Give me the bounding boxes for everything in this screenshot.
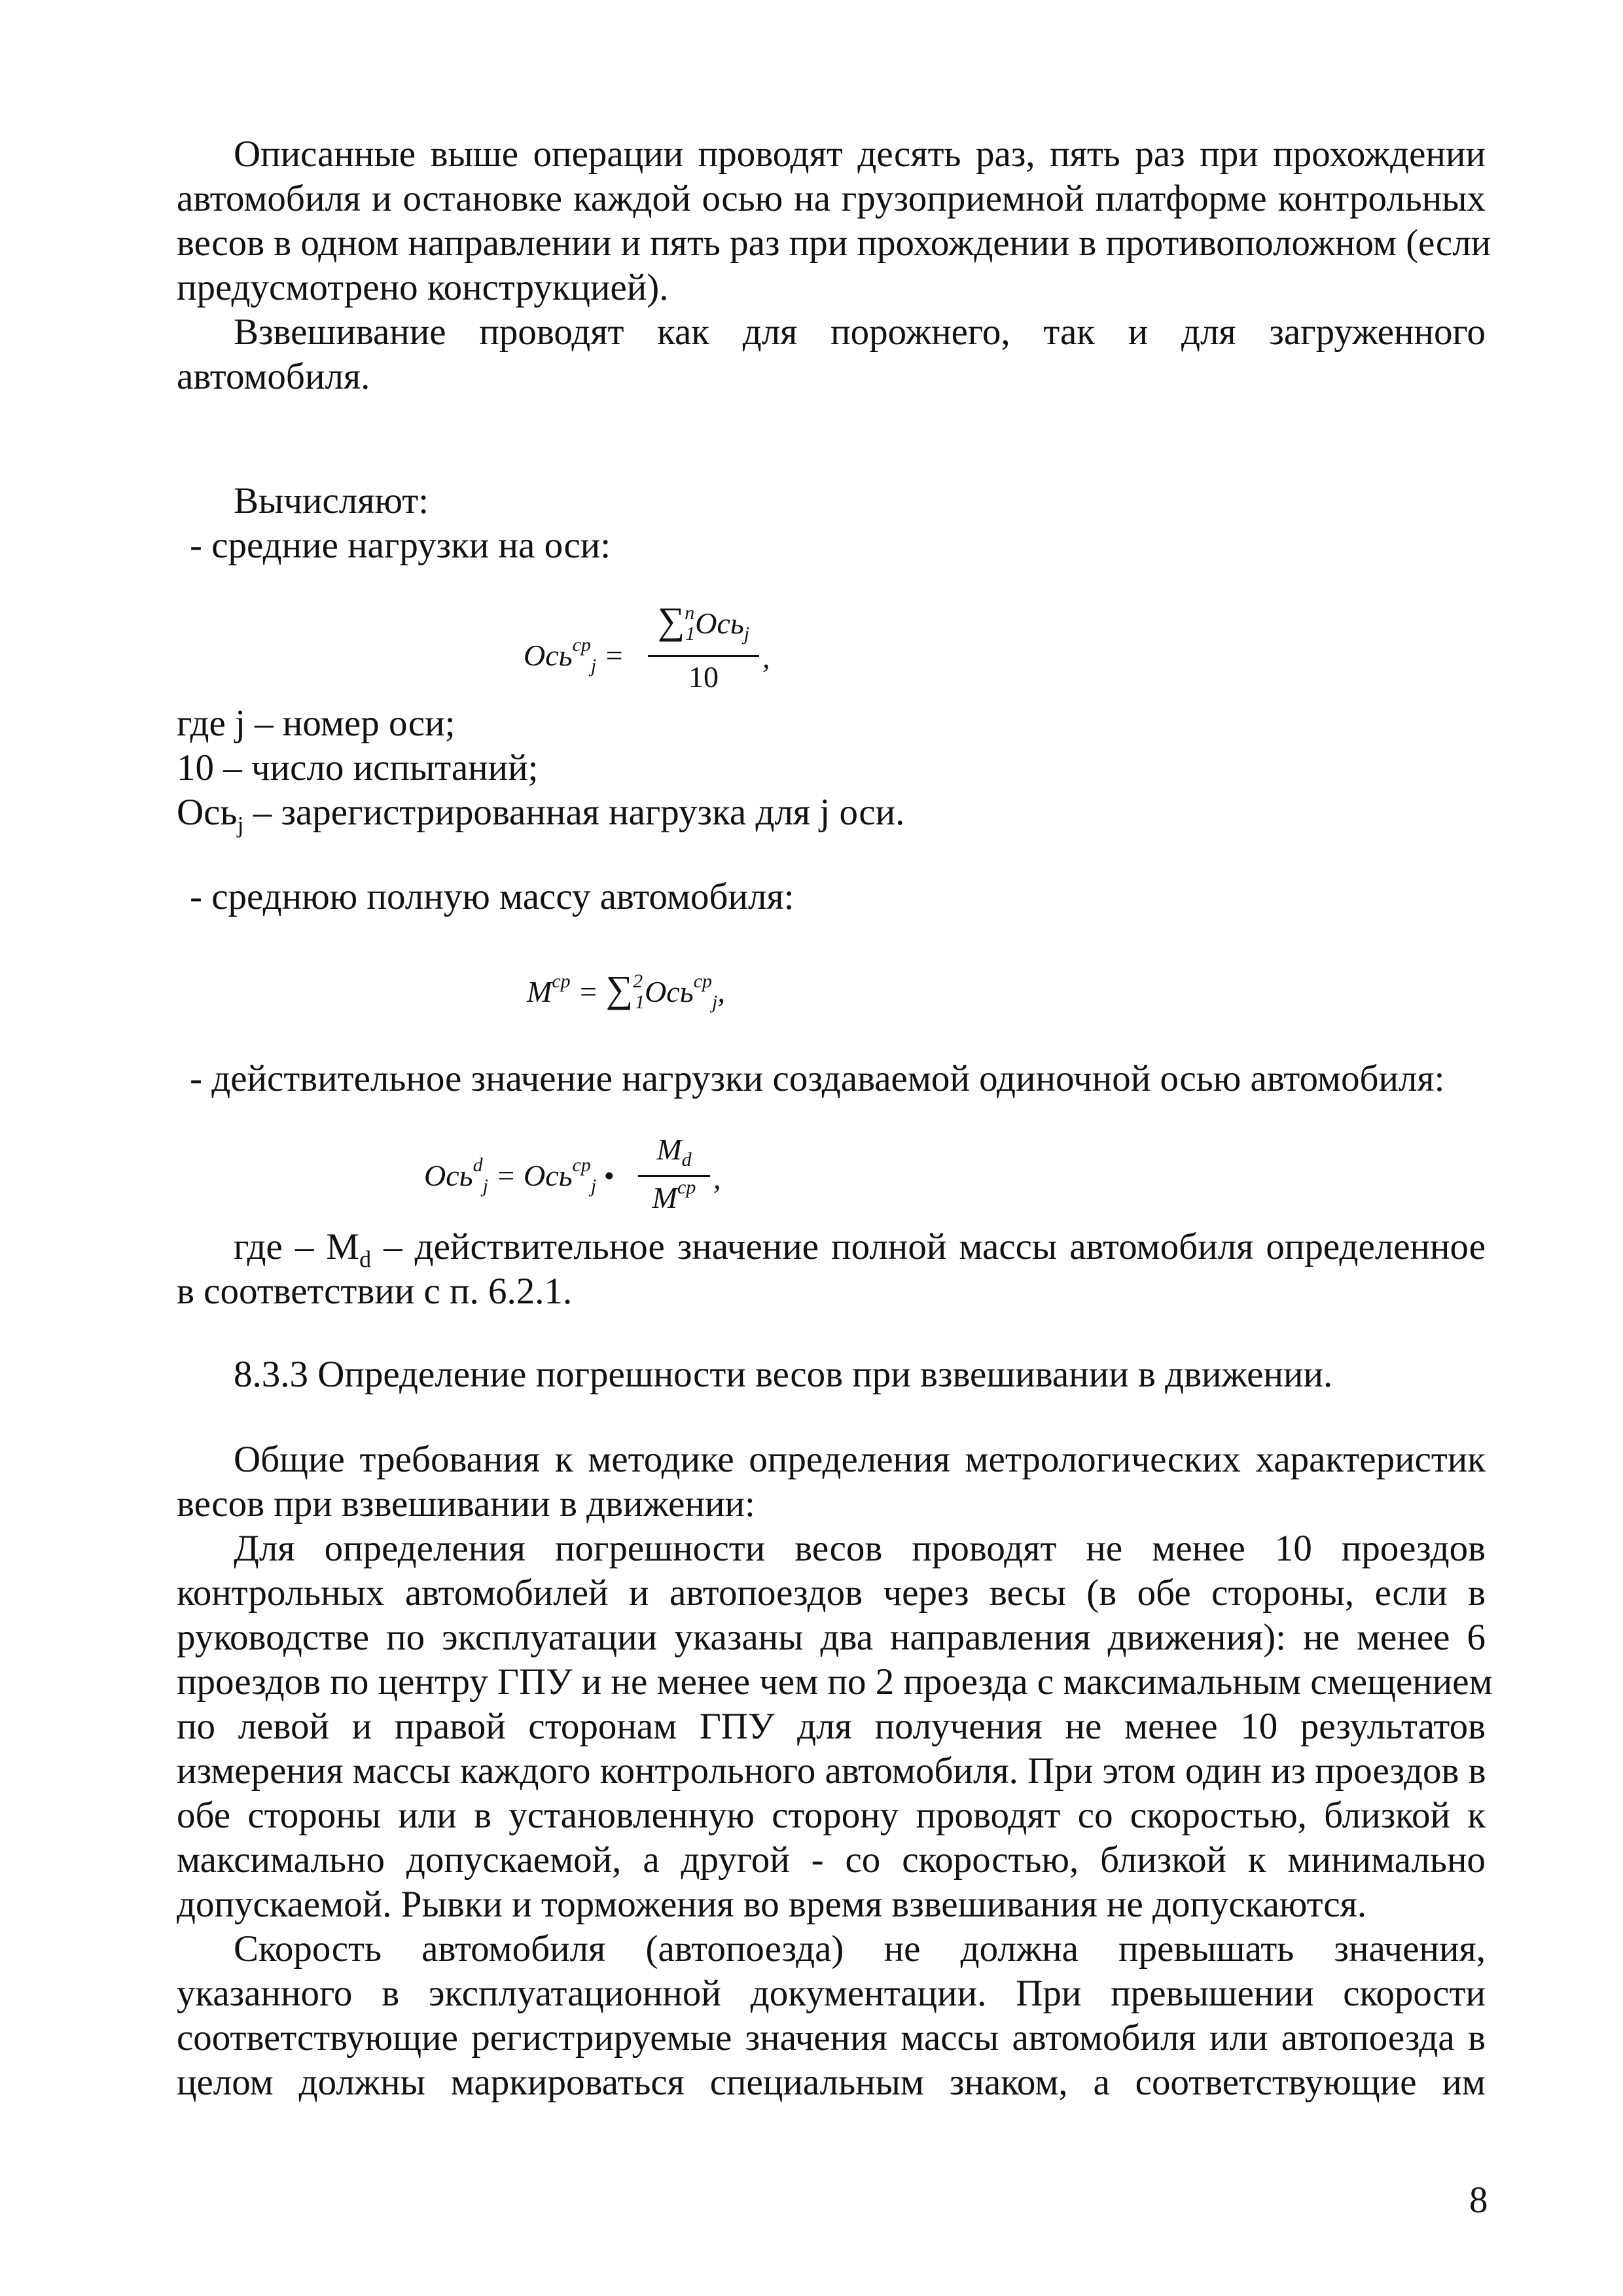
where-actual-mass-ref: в соответствии с п. 6.2.1. bbox=[177, 1271, 573, 1312]
intro-line-1: Описанные выше операции проводят десять раз, пять раз при прохождении bbox=[234, 133, 1486, 175]
general-line-4: контрольных автомобилей и автопоездов через весы (в обе стороны, если в bbox=[177, 1572, 1486, 1614]
f1-lhs-sup: ср bbox=[572, 634, 591, 656]
where-axle-number: где j – номер оси; bbox=[177, 703, 455, 744]
general-line-13: указанного в эксплуатационной документации. При превышении скорости bbox=[177, 1973, 1486, 2014]
general-line-11: допускаемой. Рывки и торможения во время взвешивания не допускаются. bbox=[177, 1884, 1367, 1925]
f1-sum-lower: 1 bbox=[685, 623, 696, 645]
general-line-7: по левой и правой сторонам ГПУ для получения не менее 10 результатов bbox=[177, 1706, 1486, 1747]
f1-sum-sign: ∑ bbox=[657, 599, 685, 642]
f2-term-sup: ср bbox=[693, 970, 712, 992]
f3-rhs: Ось bbox=[523, 1159, 573, 1192]
f3-den-sup: ср bbox=[677, 1176, 696, 1198]
f3-comma: , bbox=[713, 1161, 721, 1195]
f1-fraction-bar bbox=[648, 655, 759, 657]
f3-lhs-sup: d bbox=[473, 1154, 483, 1176]
f1-equals: = bbox=[603, 639, 624, 672]
general-line-2: весов при взвешивании в движении: bbox=[177, 1483, 755, 1525]
f3-lhs: Ось bbox=[424, 1159, 473, 1192]
intro-line-4: предусмотрено конструкцией). bbox=[177, 267, 669, 308]
calc-item-actual-axle-load: - действительное значение нагрузки создаваемой одиночной осью автомобиля: bbox=[190, 1058, 1445, 1099]
f2-lhs: M bbox=[527, 975, 552, 1008]
f1-lhs: Ось bbox=[524, 639, 573, 672]
f2-term: Ось bbox=[645, 975, 694, 1008]
where-test-count: 10 – число испытаний; bbox=[177, 747, 539, 788]
f3-equals: = bbox=[495, 1159, 516, 1192]
f1-num-sub: j bbox=[743, 623, 750, 645]
general-line-12: Скорость автомобиля (автопоезда) не должна превышать значения, bbox=[234, 1928, 1486, 1969]
f2-sum-sign: ∑ bbox=[605, 968, 633, 1010]
general-line-14: соответствующие регистрируемые значения массы автомобиля или автопоезда в bbox=[177, 2017, 1486, 2058]
f1-num-term: Ось bbox=[695, 607, 744, 640]
where3-definition: – зарегистрированная нагрузка для j оси. bbox=[243, 792, 905, 833]
f1-denominator: 10 bbox=[688, 660, 719, 694]
where4-pre: где – M bbox=[234, 1226, 360, 1267]
intro-line-6: автомобиля. bbox=[177, 356, 370, 397]
f1-comma: , bbox=[762, 641, 770, 674]
f2-lhs-sup: ср bbox=[552, 970, 571, 992]
f3-rhs-sup: ср bbox=[572, 1154, 591, 1176]
f3-num-sub: d bbox=[681, 1149, 692, 1171]
f2-sum-upper: 2 bbox=[633, 970, 643, 992]
where-registered-load bbox=[177, 789, 1486, 848]
general-line-1: Общие требования к методике определения метрологических характеристик bbox=[234, 1439, 1486, 1480]
general-line-8: измерения массы каждого контрольного автомобиля. При этом один из проездов в bbox=[177, 1750, 1486, 1792]
f2-equals: = bbox=[578, 975, 599, 1008]
f2-sum-lower: 1 bbox=[635, 991, 645, 1013]
f2-term-sub: j bbox=[711, 991, 718, 1013]
calc-item-average-total-mass: - среднюю полную массу автомобиля: bbox=[190, 876, 794, 917]
formula-average-total-mass bbox=[527, 967, 725, 1011]
general-line-3: Для определения погрешности весов проводят не менее 10 проездов bbox=[234, 1528, 1486, 1569]
general-line-9: обе стороны или в установленную сторону проводят со скоростью, близкой к bbox=[177, 1795, 1486, 1836]
where3-term: Ось bbox=[177, 792, 238, 833]
where4-post: – действительное значение полной массы автомобиля определенное bbox=[371, 1226, 1486, 1267]
f3-num: M bbox=[656, 1133, 682, 1166]
general-line-10: максимально допускаемой, а другой - со скоростью, близкой к минимально bbox=[177, 1839, 1486, 1881]
f1-lhs-sub: j bbox=[590, 655, 597, 677]
calc-item-average-axle-loads: - средние нагрузки на оси: bbox=[190, 525, 611, 566]
section-title: 8.3.3 Определение погрешности весов при взвешивании в движении. bbox=[234, 1354, 1333, 1395]
where3-sub: j bbox=[237, 811, 244, 838]
f2-comma: , bbox=[717, 975, 725, 1008]
where4-sub: d bbox=[359, 1246, 372, 1273]
general-line-6: проездов по центру ГПУ и не менее чем по 2 проезда с максимальным смещением bbox=[177, 1661, 1493, 1703]
page-number: 8 bbox=[1469, 2180, 1488, 2221]
f1-sum-upper: n bbox=[685, 602, 695, 624]
f3-rhs-sub: j bbox=[590, 1175, 597, 1197]
f3-fraction-bar bbox=[638, 1175, 710, 1177]
general-line-15: целом должны маркироваться специальным знаком, а соответствующие им bbox=[177, 2062, 1486, 2103]
f3-dot: • bbox=[603, 1159, 615, 1192]
intro-line-2: автомобиля и остановке каждой осью на грузоприемной платформе контрольных bbox=[177, 178, 1486, 219]
intro-line-5: Взвешивание проводят как для порожнего, так и для загруженного bbox=[234, 311, 1486, 353]
intro-line-3: весов в одном направлении и пять раз при прохождении в противоположном (если bbox=[177, 222, 1491, 264]
general-line-5: руководстве по эксплуатации указаны два направления движения): не менее 6 bbox=[177, 1617, 1486, 1658]
f3-den: M bbox=[652, 1181, 677, 1214]
calc-heading: Вычисляют: bbox=[234, 480, 429, 521]
f3-lhs-sub: j bbox=[482, 1175, 488, 1197]
